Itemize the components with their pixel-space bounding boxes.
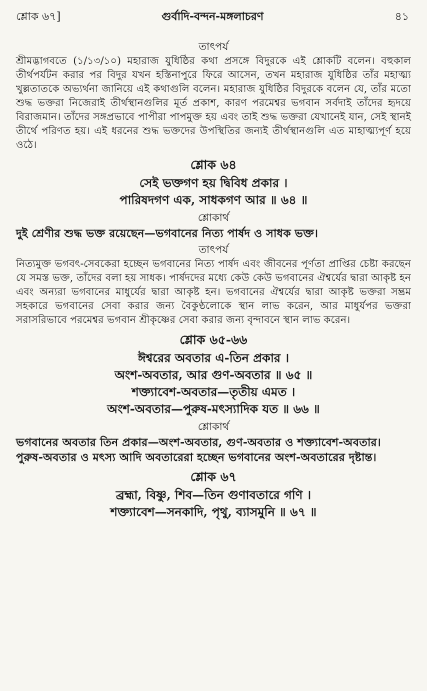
verse-number-heading: শ্লোক ৬৪	[190, 157, 237, 172]
page-body	[16, 38, 411, 521]
purport-paragraph: শ্রীমদ্ভাগবতে (১/১৩/১০) মহারাজ যুধিষ্ঠির কথা প্রসঙ্গে বিদুরকে এই শ্লোকটি বলেন। বহুকাল তীর্থপর্যটন করার পর বিদুর যখন হস্তিনাপুরে ফিরে আসেন, তখন মহারাজ যুধিষ্ঠির তাঁর মহাত্ম্য খুল্লতাতকে অভ্যর্থনা জানিয়ে এই কথাগুলি বলেন। মহারাজ যুধিষ্ঠির বিদুরকে বলেন যে, তাঁর মতো শুদ্ধ ভক্তরা নিজেরাই তীর্থস্থানগুলির মূর্ত প্রকাশ, কারণ পরমেশ্বর ভগবান সর্বদাই তাঁদের হৃদয়ে বিরাজমান। তাঁদের সঙ্গপ্রভাবে পাপীরা পাপমুক্ত হয় এবং তাই শুদ্ধ ভক্তরা যেখানেই যান, সেই স্থানই তীর্থে পরিণত হয়। এই ধরনের শুদ্ধ ভক্তদের উপস্থিতির জন্যই তীর্থস্থানগুলি এত মাহাত্ম্যপূর্ণ হয়ে ওঠে।	[16, 56, 411, 151]
verse-line: অংশ-অবতার—পুরুষ-মৎস্যাদিক যত ॥ ৬৬ ॥	[107, 402, 320, 416]
section-heading: শ্লোকার্থ	[197, 421, 230, 433]
section-heading: শ্লোকার্থ	[197, 212, 230, 224]
verse-line: অংশ-অবতার, আর গুণ-অবতার ॥ ৬৫ ॥	[114, 368, 313, 382]
section-heading: তাৎপর্য	[198, 41, 229, 53]
verse-line: পারিষদগণ এক, সাধকগণ আর ॥ ৬৪ ॥	[119, 193, 308, 207]
verse-line: সেই ভক্তগণ হয় দ্বিবিধ প্রকার ।	[139, 176, 288, 190]
verse-line: শক্ত্যাবেশ-অবতার—তৃতীয় এমত ।	[131, 385, 296, 399]
verse-line: শক্ত্যাবেশ—সনকাদি, পৃথু, ব্যাসমুনি ॥ ৬৭ ॥	[110, 505, 317, 519]
header-verse-ref: শ্লোক ৬৭]	[16, 10, 61, 23]
verse-line: ব্রহ্মা, বিষ্ণু, শিব—তিন গুণাবতারে গণি ।	[115, 488, 312, 502]
running-header	[16, 8, 409, 24]
page-number: ৪১	[394, 10, 409, 23]
header-chapter-title: গুর্বাদি-বন্দন-মঙ্গলাচরণ	[161, 10, 264, 23]
verse-number-heading: শ্লোক ৬৭	[190, 469, 237, 484]
verse-number-heading: শ্লোক ৬৫-৬৬	[179, 332, 248, 347]
translation-text: ভগবানের অবতার তিন প্রকার—অংশ-অবতার, গুণ-অবতার ও শক্ত্যাবেশ-অবতার। পুরুষ-অবতার ও মৎস্য আদি অবতারেরা হচ্ছেন ভগবানের অংশ-অবতারের দৃষ্টান্ত।	[16, 435, 381, 464]
translation-text: দুই শ্রেণীর শুদ্ধ ভক্ত রয়েছেন—ভগবানের নিত্য পার্ষদ ও সাধক ভক্ত।	[16, 226, 318, 240]
verse-line: ঈশ্বরের অবতার এ-তিন প্রকার ।	[137, 351, 289, 365]
section-heading: তাৎপর্য	[198, 244, 229, 256]
purport-paragraph: নিত্যমুক্ত ভগবৎ-সেবকেরা হচ্ছেন ভগবানের নিত্য পার্ষদ এবং জীবনের পূর্ণতা প্রাপ্তির চেষ্টা করছেন যে সমস্ত ভক্ত, তাঁদের বলা হয় সাধক। পার্ষদদের মধ্যে কেউ কেউ ভগবানের ঐশ্বর্যের দ্বারা আকৃষ্ট হন এবং অন্যরা ভগবানের মাধুর্যের দ্বারা আকৃষ্ট হন। ভগবানের ঐশ্বর্যের দ্বারা আকৃষ্ট ভক্তরা সম্ভ্রম সহকারে ভগবানের সেবা করার জন্য বৈকুণ্ঠলোকে স্থান লাভ করেন, আর মাধুর্যপর ভক্তরা সরাসরিভাবে পরমেশ্বর ভগবান শ্রীকৃষ্ণের সেবা করার জন্য বৃন্দাবনে স্থান লাভ করেন।	[16, 259, 411, 326]
